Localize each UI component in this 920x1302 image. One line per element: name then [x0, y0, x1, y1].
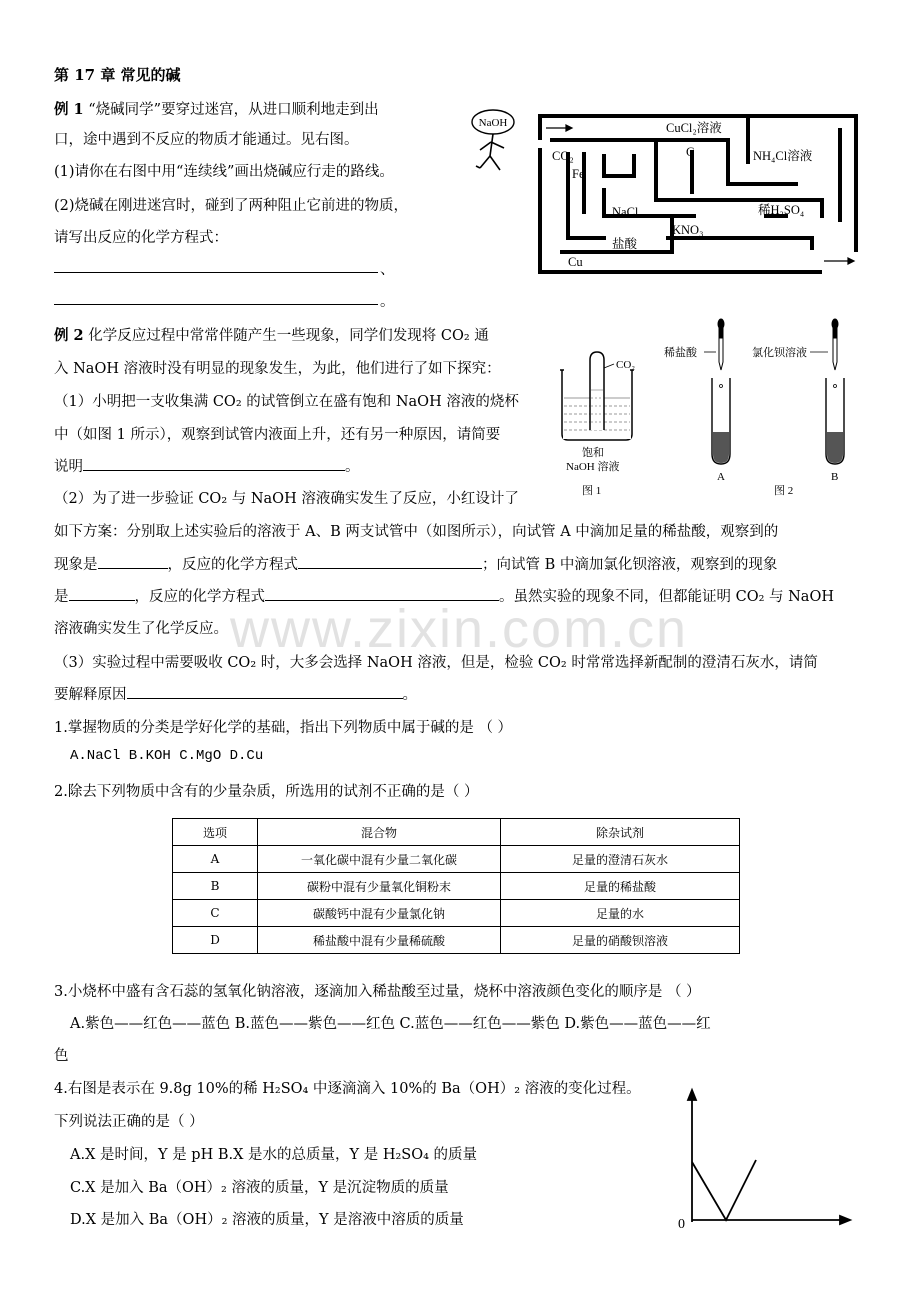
ex1-q2a: (2)烧碱在刚进迷宫时，碰到了两种阻止它前进的物质， — [54, 198, 409, 214]
table-cell: 稀盐酸中混有少量稀硫酸 — [258, 927, 501, 954]
maze-figure — [466, 100, 866, 284]
table-cell: 足量的硝酸钡溶液 — [501, 927, 740, 954]
ex1-line1: 例 1 “烧碱同学”要穿过迷宫，从进口顺利地走到出 — [54, 101, 379, 118]
table-cell: 碳粉中混有少量氧化铜粉末 — [258, 873, 501, 900]
maze-c: C — [686, 145, 695, 159]
fig1-co2: CO₂ — [616, 359, 636, 371]
fig1-naoh: NaOH 溶液 — [566, 461, 620, 473]
fig2-bacl2: 氯化钡溶液 — [752, 347, 807, 359]
q2-table — [172, 818, 740, 954]
table-cell: B — [173, 873, 258, 900]
table-row — [173, 873, 740, 900]
ex1-answer-blank-1[interactable] — [54, 272, 378, 273]
ex1-sep2: 。 — [380, 294, 395, 310]
fig1-saturated: 饱和 — [582, 447, 604, 459]
q1-options: A.NaCl B.KOH C.MgO D.Cu — [70, 748, 264, 764]
ex2-label: 例 2 — [54, 327, 84, 344]
table-row — [173, 846, 740, 873]
maze-co2: CO₂ — [552, 149, 574, 163]
ex1-line2: 口，途中遇到不反应的物质才能通过。见右图。 — [54, 132, 359, 148]
table-header: 除杂试剂 — [501, 819, 740, 846]
table-header: 混合物 — [258, 819, 501, 846]
maze-nh4cl: NH₄Cl溶液 — [753, 149, 813, 163]
ex2-p3a: （3）实验过程中需要吸收 CO₂ 时，大多会选择 NaOH 溶液，但是，检验 CO₂ 时常常选择新配制的澄清石灰水，请简 — [54, 655, 818, 671]
ex1-q1: (1)请你在右图中用“连续线”画出烧碱应行走的路线。 — [54, 164, 394, 180]
table-header-row — [173, 819, 740, 846]
table-header: 选项 — [173, 819, 258, 846]
q4-option-a-b: A.X 是时间，Y 是 pH B.X 是水的总质量，Y 是 H₂SO₄ 的质量 — [70, 1147, 478, 1163]
fig2-caption: 图 2 — [774, 485, 794, 497]
ex1-sep1: 、 — [380, 262, 395, 278]
table-cell: C — [173, 900, 258, 927]
ex2-p2e: 溶液确实发生了化学反应。 — [54, 621, 228, 637]
ex2-line1: 例 2 化学反应过程中常常伴随产生一些现象，同学们发现将 CO₂ 通 — [54, 327, 489, 344]
fig2-tube-a: A — [717, 471, 725, 483]
chapter-title: 第 17 章 常见的碱 — [54, 66, 181, 84]
table-cell: D — [173, 927, 258, 954]
table-row — [173, 900, 740, 927]
figure-2-test-tubes — [664, 314, 884, 500]
table-cell: 碳酸钙中混有少量氯化钠 — [258, 900, 501, 927]
q3-options-wrap: 色 — [54, 1048, 69, 1064]
table-cell: 足量的稀盐酸 — [501, 873, 740, 900]
q4-graph-origin: 0 — [678, 1217, 685, 1230]
ex2-p2b: 如下方案：分别取上述实验后的溶液于 A、B 两支试管中（如图所示），向试管 A 中滴加足量的稀盐酸，观察到的 — [54, 524, 779, 540]
maze-hcl: 盐酸 — [612, 237, 638, 251]
q2-stem: 2.除去下列物质中含有的少量杂质，所选用的试剂不正确的是（ ） — [54, 784, 479, 800]
ex1-label: 例 1 — [54, 101, 84, 118]
ex2-p2-blank-c[interactable] — [69, 585, 135, 601]
ex2-p2d: 是 ，反应的化学方程式 。虽然实验的现象不同，但都能证明 CO₂ 与 NaOH — [54, 585, 834, 606]
ex2-p2a: （2）为了进一步验证 CO₂ 与 NaOH 溶液确实发生了反应，小红设计了 — [54, 491, 519, 507]
maze-naoh-label: NaOH — [478, 117, 508, 129]
table-cell: 足量的澄清石灰水 — [501, 846, 740, 873]
ex1-q2b: 请写出反应的化学方程式： — [54, 230, 228, 246]
q3-options: A.紫色——红色——蓝色 B.蓝色——紫色——红色 C.蓝色——红色——紫色 D.紫色——蓝色——红 — [70, 1016, 711, 1032]
ex1-answer-blank-2[interactable] — [54, 304, 378, 305]
q4-option-c: C.X 是加入 Ba（OH）₂ 溶液的质量，Y 是沉淀物质的质量 — [70, 1180, 449, 1196]
watermark: www.zixin.com.cn — [230, 599, 689, 659]
ex2-p3-blank[interactable] — [127, 683, 403, 699]
ex2-p1a: （1）小明把一支收集满 CO₂ 的试管倒立在盛有饱和 NaOH 溶液的烧杯 — [54, 394, 519, 410]
maze-nacl: NaCl — [612, 205, 639, 219]
fig2-hcl: 稀盐酸 — [664, 347, 697, 359]
q1-stem: 1.掌握物质的分类是学好化学的基础，指出下列物质中属于碱的是 （ ） — [54, 720, 513, 736]
ex2-p2c: 现象是 ，反应的化学方程式 ；向试管 B 中滴加氯化钡溶液，观察到的现象 — [54, 553, 777, 574]
figure-1-beaker — [556, 350, 676, 500]
maze-kno3: KNO₃ — [672, 223, 704, 237]
q4-stem2: 下列说法正确的是（ ） — [54, 1114, 204, 1130]
table-row — [173, 927, 740, 954]
ex2-p1b: 中（如图 1 所示），观察到试管内液面上升，还有另一种原因，请简要 — [54, 427, 501, 443]
maze-cucl2: CuCl₂溶液 — [666, 121, 722, 135]
ex2-p2-blank-b[interactable] — [298, 553, 482, 569]
q3-stem: 3.小烧杯中盛有含石蕊的氢氧化钠溶液，逐滴加入稀盐酸至过量，烧杯中溶液颜色变化的顺序是 （ ） — [54, 984, 701, 1000]
table-cell: 一氧化碳中混有少量二氧化碳 — [258, 846, 501, 873]
ex2-p3b: 要解释原因 。 — [54, 683, 417, 704]
fig1-caption: 图 1 — [582, 485, 602, 497]
ex2-p2-blank-a[interactable] — [98, 553, 168, 569]
q4-option-d: D.X 是加入 Ba（OH）₂ 溶液的质量，Y 是溶液中溶质的质量 — [70, 1212, 464, 1228]
table-cell: 足量的水 — [501, 900, 740, 927]
maze-fe: Fe — [572, 167, 585, 181]
ex2-line2: 入 NaOH 溶液时没有明显的现象发生，为此，他们进行了如下探究： — [54, 361, 501, 377]
q4-stem: 4.右图是表示在 9.8g 10%的稀 H₂SO₄ 中逐滴滴入 10%的 Ba（OH）₂ 溶液的变化过程。 — [54, 1081, 641, 1097]
ex2-p1c: 说明 。 — [54, 455, 360, 476]
maze-h2so4: 稀H₂SO₄ — [758, 203, 805, 217]
table-cell: A — [173, 846, 258, 873]
maze-cu: Cu — [568, 255, 583, 269]
ex2-p1-blank[interactable] — [83, 455, 345, 471]
ex2-p2-blank-d[interactable] — [265, 585, 499, 601]
q4-graph — [670, 1086, 860, 1230]
fig2-tube-b: B — [831, 471, 839, 483]
